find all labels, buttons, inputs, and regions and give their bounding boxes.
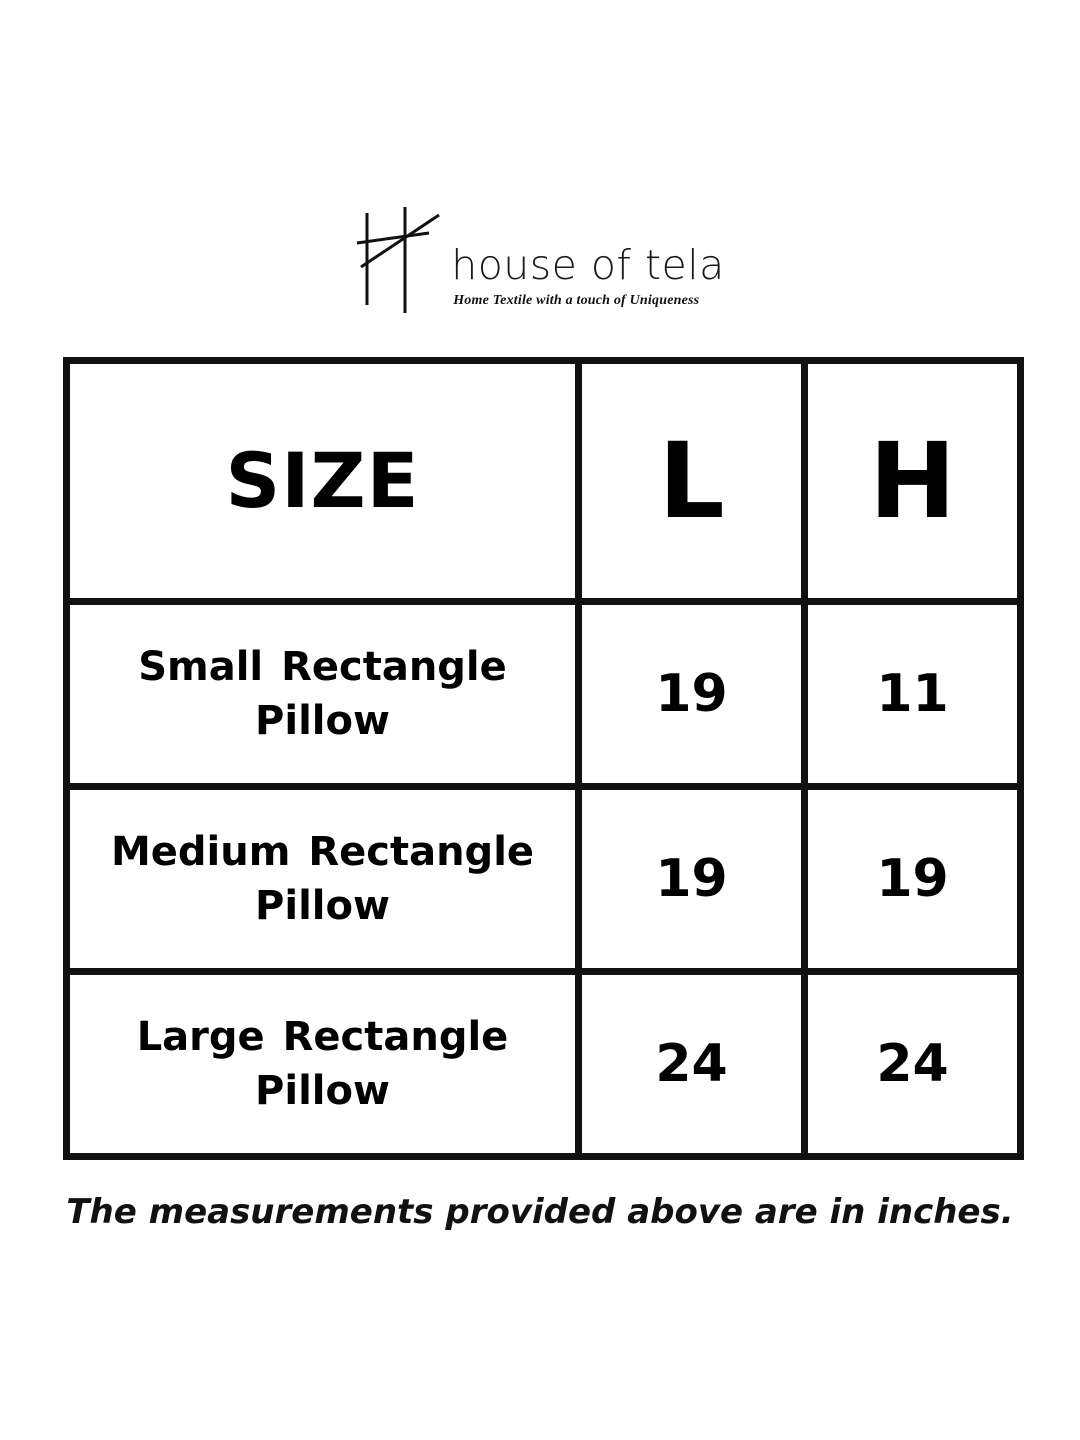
brand-tagline: Home Textile with a touch of Uniqueness xyxy=(453,293,700,308)
row-medium-height: 19 xyxy=(805,787,1021,972)
size-table xyxy=(63,357,1024,1160)
row-label-large: Large Rectangle Pillow xyxy=(67,972,579,1157)
row-medium-length: 19 xyxy=(579,787,805,972)
row-small-height: 11 xyxy=(805,602,1021,787)
row-label-medium: Medium Rectangle Pillow xyxy=(67,787,579,972)
brand-name: house of tela xyxy=(451,241,725,289)
row-large-length: 24 xyxy=(579,972,805,1157)
ht-monogram-icon xyxy=(355,205,441,315)
table-row xyxy=(67,787,1021,972)
column-header-size: SIZE xyxy=(67,361,579,602)
column-header-length: L xyxy=(579,361,805,602)
brand-logo xyxy=(0,205,1080,315)
brand-text xyxy=(451,241,725,315)
column-header-height: H xyxy=(805,361,1021,602)
table-row xyxy=(67,602,1021,787)
row-small-length: 19 xyxy=(579,602,805,787)
row-label-small: Small Rectangle Pillow xyxy=(67,602,579,787)
row-large-height: 24 xyxy=(805,972,1021,1157)
measurement-note: The measurements provided above are in inches. xyxy=(66,1192,1014,1232)
table-header-row xyxy=(67,361,1021,602)
size-table-container xyxy=(63,357,1017,1160)
table-row xyxy=(67,972,1021,1157)
